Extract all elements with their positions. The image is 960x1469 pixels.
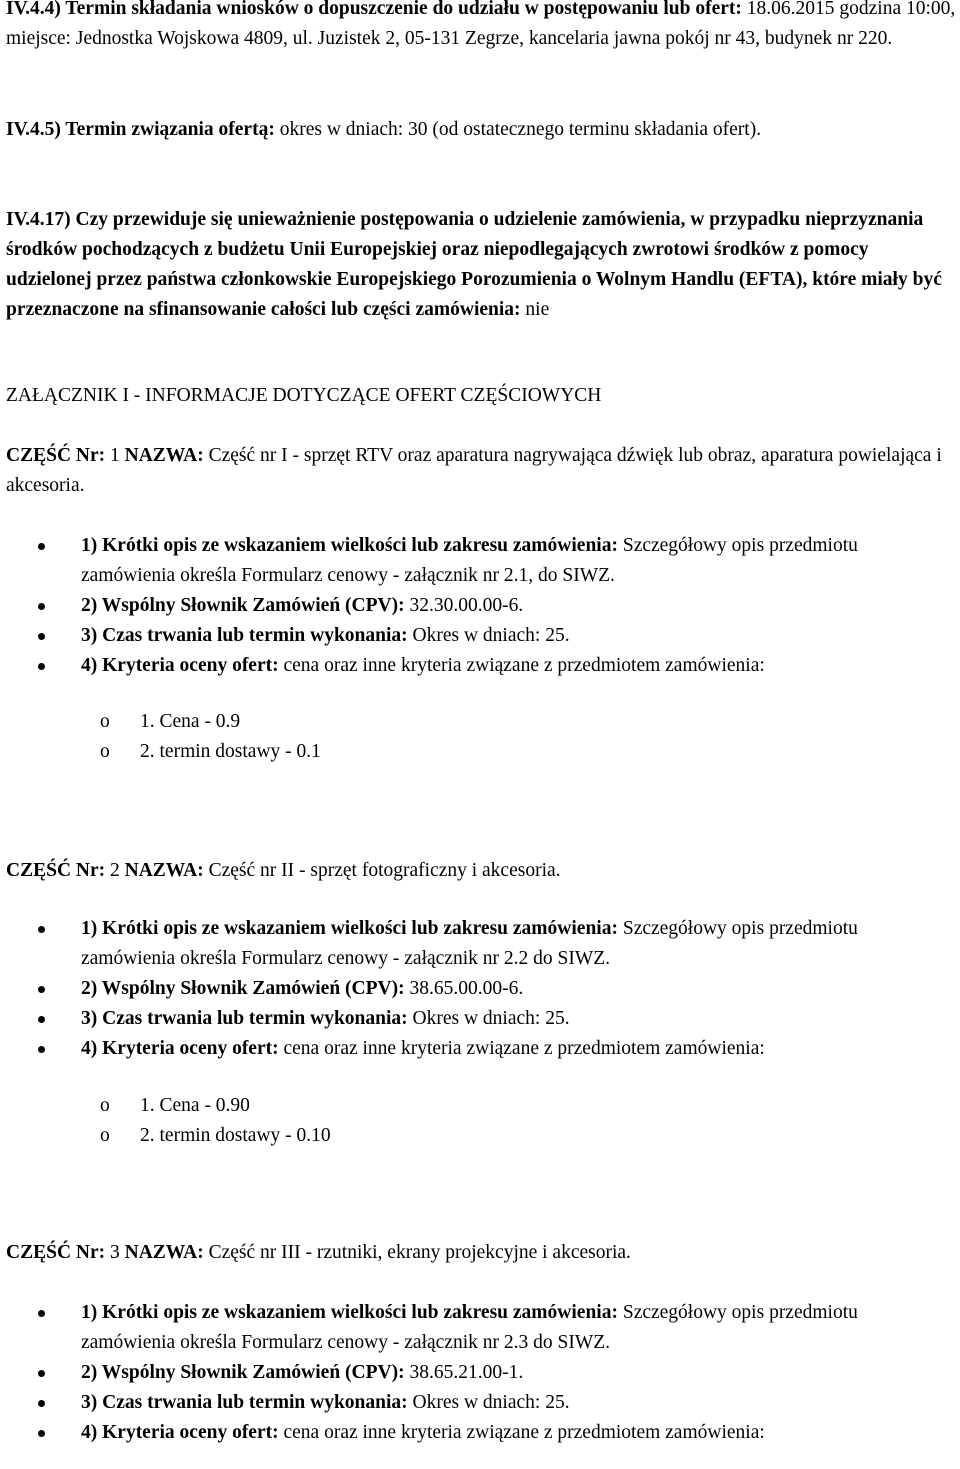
- item-label: 1) Krótki opis ze wskazaniem wielkości lub zakresu zamówienia:: [81, 535, 618, 556]
- criterion-item: [0, 737, 956, 767]
- list-item: [0, 914, 956, 974]
- part-name: Część nr I - sprzęt RTV oraz aparatura nagrywająca dźwięk lub obraz, aparatura powielająca i akcesoria.: [6, 445, 942, 496]
- section-label: IV.4.5) Termin związania ofertą:: [6, 119, 275, 140]
- section-iv-4-4: [6, 0, 956, 54]
- part-name-label: NAZWA:: [124, 1242, 204, 1263]
- part-2-details: [0, 914, 956, 1064]
- item-text: Szczegółowy opis przedmiotu zamówienia określa Formularz cenowy - załącznik nr 2.3 do SIWZ.: [81, 1302, 858, 1353]
- list-item: [0, 974, 956, 1004]
- list-item: [0, 1298, 956, 1358]
- list-item: [0, 1034, 956, 1064]
- item-label: 4) Kryteria oceny ofert:: [81, 655, 279, 676]
- part-number-label: CZĘŚĆ Nr:: [6, 445, 106, 466]
- section-text: 18.06.2015 godzina 10:00, miejsce: Jednostka Wojskowa 4809, ul. Juzistek 2, 05-131 Zegrze, kancelaria jawna pokój nr 43, budynek nr 220.: [6, 0, 956, 49]
- criterion-text: 1. Cena - 0.9: [140, 711, 241, 732]
- item-label: 3) Czas trwania lub termin wykonania:: [81, 625, 408, 646]
- section-iv-4-5: [6, 115, 956, 145]
- part-1-details: [0, 531, 956, 681]
- criterion-text: 2. termin dostawy - 0.10: [140, 1125, 331, 1146]
- criterion-item: [0, 707, 956, 737]
- item-label: 3) Czas trwania lub termin wykonania:: [81, 1008, 408, 1029]
- criterion-item: [0, 1091, 956, 1121]
- circle-bullet-icon: o: [100, 1095, 110, 1116]
- section-text: okres w dniach: 30 (od ostatecznego terminu składania ofert).: [274, 119, 762, 140]
- list-item: [0, 1388, 956, 1418]
- part-number: 1: [105, 445, 125, 466]
- part-number: 2: [105, 860, 125, 881]
- item-label: 2) Wspólny Słownik Zamówień (CPV):: [81, 978, 405, 999]
- list-item: [0, 651, 956, 681]
- part-name: Część nr II - sprzęt fotograficzny i akcesoria.: [203, 860, 561, 881]
- item-text: Szczegółowy opis przedmiotu zamówienia określa Formularz cenowy - załącznik nr 2.2 do SIWZ.: [81, 918, 858, 969]
- criterion-item: [0, 1121, 956, 1151]
- section-label: IV.4.17) Czy przewiduje się unieważnienie postępowania o udzielenie zamówienia, w przypadku nieprzyznania środków pochodzących z budżetu Unii Europejskiej oraz niepodlegających zwrotowi środków z pomocy udzielonej przez państwa członkowskie Europejskiego Porozumienia o Wolnym Handlu (EFTA), które miały być przeznaczone na sfinansowanie całości lub części zamówienia:: [6, 209, 942, 320]
- item-text: Okres w dniach: 25.: [407, 1008, 570, 1029]
- part-name-label: NAZWA:: [124, 860, 204, 881]
- list-item: [0, 531, 956, 591]
- part-name: Część nr III - rzutniki, ekrany projekcyjne i akcesoria.: [203, 1242, 631, 1263]
- item-label: 1) Krótki opis ze wskazaniem wielkości lub zakresu zamówienia:: [81, 918, 618, 939]
- part-1-criteria: [0, 707, 956, 767]
- annex-title: ZAŁĄCZNIK I - INFORMACJE DOTYCZĄCE OFERT CZĘŚCIOWYCH: [6, 385, 602, 406]
- list-item: [0, 1004, 956, 1034]
- part-number-label: CZĘŚĆ Nr:: [6, 1242, 106, 1263]
- circle-bullet-icon: o: [100, 741, 110, 762]
- item-label: 2) Wspólny Słownik Zamówień (CPV):: [81, 1362, 405, 1383]
- criterion-text: 2. termin dostawy - 0.1: [140, 741, 321, 762]
- section-label: IV.4.4) Termin składania wniosków o dopuszczenie do udziału w postępowaniu lub ofert:: [6, 0, 742, 19]
- item-text: Okres w dniach: 25.: [407, 1392, 570, 1413]
- list-item: [0, 621, 956, 651]
- part-number-label: CZĘŚĆ Nr:: [6, 860, 106, 881]
- item-label: 4) Kryteria oceny ofert:: [81, 1038, 279, 1059]
- list-item: [0, 1418, 956, 1448]
- section-text: nie: [520, 299, 550, 320]
- part-3-header: [6, 1238, 956, 1268]
- item-text: 38.65.00.00-6.: [404, 978, 524, 999]
- item-text: cena oraz inne kryteria związane z przedmiotem zamówienia:: [278, 655, 765, 676]
- part-3-details: [0, 1298, 956, 1448]
- section-iv-4-17: [6, 205, 956, 325]
- part-name-label: NAZWA:: [124, 445, 204, 466]
- criterion-text: 1. Cena - 0.90: [140, 1095, 250, 1116]
- item-text: cena oraz inne kryteria związane z przedmiotem zamówienia:: [278, 1038, 765, 1059]
- item-text: 32.30.00.00-6.: [404, 595, 524, 616]
- list-item: [0, 591, 956, 621]
- part-number: 3: [105, 1242, 125, 1263]
- item-text: Szczegółowy opis przedmiotu zamówienia określa Formularz cenowy - załącznik nr 2.1, do SIWZ.: [81, 535, 858, 586]
- item-label: 4) Kryteria oceny ofert:: [81, 1422, 279, 1443]
- part-2-criteria: [0, 1091, 956, 1151]
- part-1-header: [6, 441, 956, 501]
- item-text: Okres w dniach: 25.: [407, 625, 570, 646]
- list-item: [0, 1358, 956, 1388]
- item-label: 1) Krótki opis ze wskazaniem wielkości lub zakresu zamówienia:: [81, 1302, 618, 1323]
- part-2-header: [6, 856, 956, 886]
- item-text: 38.65.21.00-1.: [404, 1362, 524, 1383]
- circle-bullet-icon: o: [100, 1125, 110, 1146]
- item-text: cena oraz inne kryteria związane z przedmiotem zamówienia:: [278, 1422, 765, 1443]
- circle-bullet-icon: o: [100, 711, 110, 732]
- item-label: 3) Czas trwania lub termin wykonania:: [81, 1392, 408, 1413]
- item-label: 2) Wspólny Słownik Zamówień (CPV):: [81, 595, 405, 616]
